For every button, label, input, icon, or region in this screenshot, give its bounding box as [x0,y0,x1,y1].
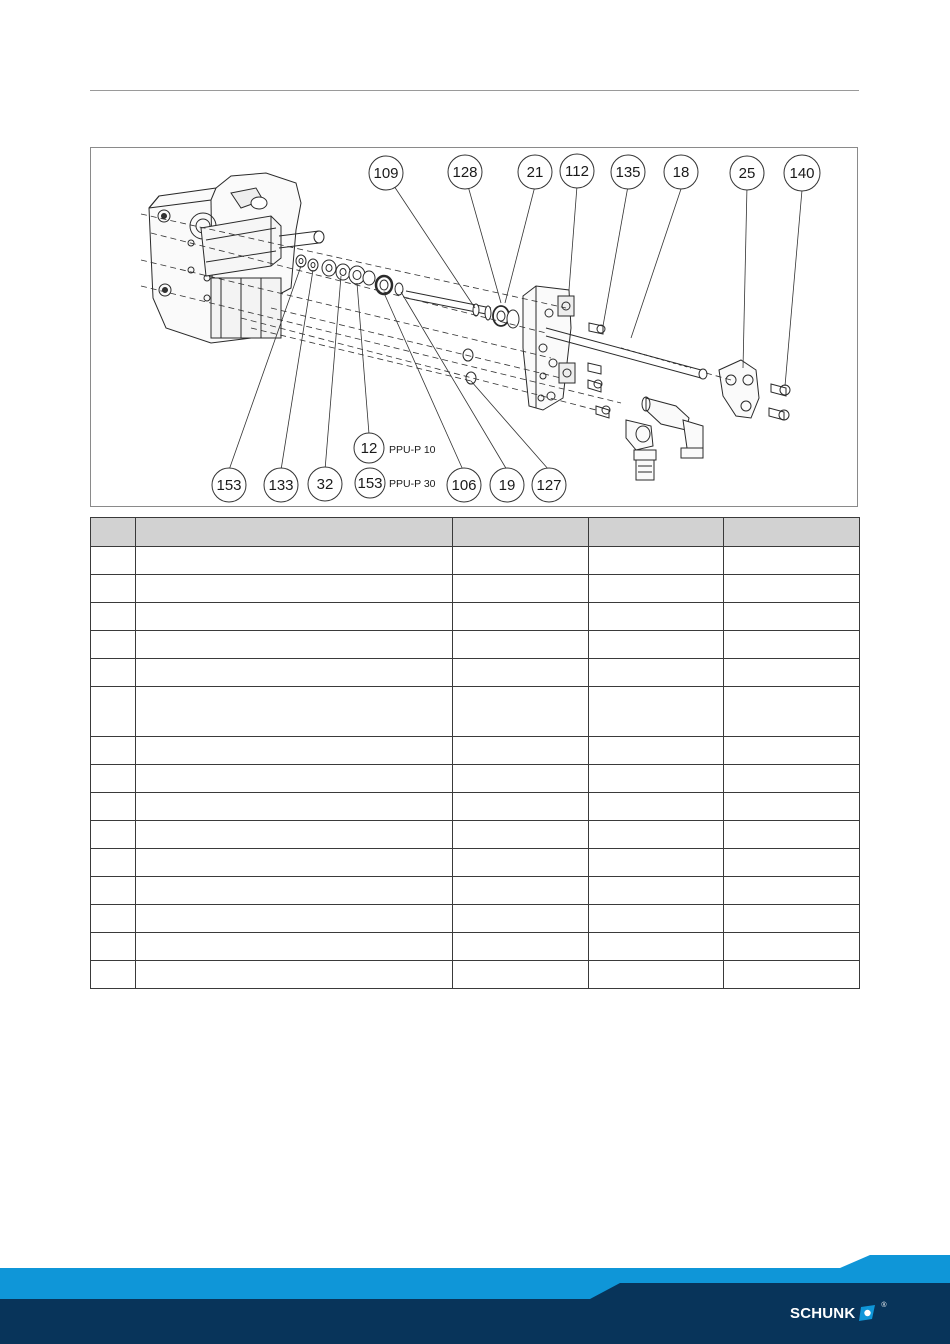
table-cell [724,631,860,659]
callout-label: 153 [216,477,242,494]
table-cell [91,765,136,793]
table-cell [589,905,724,933]
table-cell [136,547,453,575]
exploded-view-figure [90,147,858,507]
table-cell [453,603,589,631]
table-cell [724,737,860,765]
table-cell [724,793,860,821]
table-cell [91,821,136,849]
table-cell [136,631,453,659]
callout-label: 18 [672,164,690,181]
variant-label: PPU-P 10 [389,444,436,456]
callout-label: 25 [738,165,756,182]
table-cell [724,849,860,877]
registered-mark: ® [881,1302,887,1309]
table-cell [136,603,453,631]
table-cell [91,961,136,989]
header-rule [90,90,859,91]
variant-label: PPU-P 30 [389,478,436,490]
table-cell [724,603,860,631]
table-row [91,905,860,933]
table-cell [136,821,453,849]
callout-label: 128 [452,164,478,181]
callout-label: 109 [373,165,399,182]
table-cell [724,575,860,603]
table-cell [91,933,136,961]
table-cell [91,877,136,905]
table-cell [136,905,453,933]
table-cell [136,575,453,603]
table-cell [136,687,453,737]
logo-text: SCHUNK [790,1304,856,1322]
header-cell [136,518,453,547]
table-cell [589,877,724,905]
table-cell [589,765,724,793]
table-cell [453,687,589,737]
table-cell [453,849,589,877]
table-cell [589,687,724,737]
table-cell [589,821,724,849]
table-cell [136,961,453,989]
table-cell [589,631,724,659]
callout-label: 135 [615,164,641,181]
table-cell [589,961,724,989]
callout-label: 21 [526,164,544,181]
table-row [91,877,860,905]
callout-label: 32 [316,476,334,493]
schunk-logo [790,1300,887,1326]
table-cell [453,765,589,793]
table-cell [453,659,589,687]
table-row [91,547,860,575]
table-row [91,821,860,849]
table-row [91,603,860,631]
table-cell [453,575,589,603]
table-cell [589,933,724,961]
table-cell [453,933,589,961]
table-cell [453,877,589,905]
table-cell [724,821,860,849]
table-cell [136,659,453,687]
table-cell [589,737,724,765]
table-cell [136,793,453,821]
table-cell [724,765,860,793]
table-row [91,765,860,793]
callout-label: 106 [451,477,477,494]
table-cell [136,765,453,793]
table-cell [589,603,724,631]
table-cell [91,575,136,603]
table-cell [589,575,724,603]
table-cell [91,603,136,631]
table-cell [91,849,136,877]
callout-label: 12 [360,440,378,457]
header-cell [589,518,724,547]
table-cell [453,631,589,659]
table-cell [724,961,860,989]
table-cell [136,877,453,905]
table-row [91,933,860,961]
table-cell [453,961,589,989]
logo-mark-icon [859,1304,877,1322]
callout-label: 127 [536,477,562,494]
header-cell [453,518,589,547]
table-cell [91,737,136,765]
table-cell [724,659,860,687]
table-cell [589,849,724,877]
table-cell [136,849,453,877]
table-cell [136,933,453,961]
table-cell [453,905,589,933]
callout-label: 112 [565,163,589,180]
table-header-row [91,518,860,547]
table-cell [724,547,860,575]
callout-label: 153 [357,475,383,492]
table-cell [91,659,136,687]
table-cell [91,547,136,575]
table-row [91,849,860,877]
table-row [91,961,860,989]
table-cell [136,737,453,765]
table-cell [589,547,724,575]
table-row [91,687,860,737]
table-cell [91,905,136,933]
callout-label: 133 [268,477,294,494]
table-cell [589,659,724,687]
footer-graphic [0,1250,950,1344]
table-cell [589,793,724,821]
table-cell [91,631,136,659]
table-cell [91,793,136,821]
table-cell [453,737,589,765]
table-cell [453,821,589,849]
table-cell [453,793,589,821]
table-cell [91,687,136,737]
table-row [91,737,860,765]
table-cell [724,905,860,933]
header-cell [724,518,860,547]
table-row [91,631,860,659]
parts-table [90,517,860,989]
footer-band [0,1250,950,1344]
table-row [91,659,860,687]
exploded-view-drawing [91,148,858,507]
table-cell [453,547,589,575]
table-cell [724,687,860,737]
table-row [91,793,860,821]
callout-label: 140 [789,165,815,182]
header-cell [91,518,136,547]
table-row [91,575,860,603]
table-cell [724,933,860,961]
table-cell [724,877,860,905]
callout-label: 19 [498,477,516,494]
